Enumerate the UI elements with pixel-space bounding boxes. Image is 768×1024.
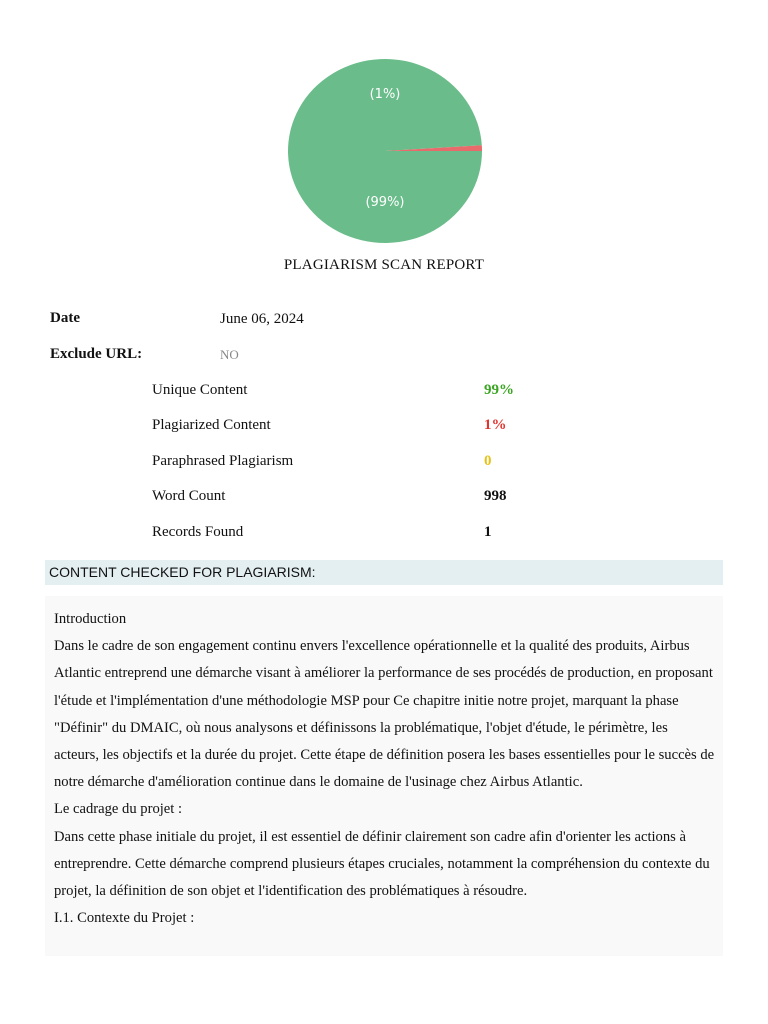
records-found-label: Records Found	[152, 524, 244, 540]
plagiarized-content-value: 1%	[484, 417, 507, 433]
exclude-url-value: NO	[220, 347, 239, 362]
records-found-value: 1	[484, 524, 492, 540]
content-checked-box	[45, 596, 723, 956]
date-value: June 06, 2024	[220, 311, 304, 327]
paraphrased-plagiarism-value: 0	[484, 453, 492, 469]
pie-chart	[287, 58, 483, 244]
content-paragraph: Le cadrage du projet :	[54, 801, 183, 818]
content-paragraph: I.1. Contexte du Projet :	[54, 910, 195, 927]
report-title: PLAGIARISM SCAN REPORT	[283, 257, 485, 273]
word-count-label: Word Count	[152, 488, 226, 504]
pie-label-unique: (99%)	[365, 195, 405, 210]
unique-content-value: 99%	[484, 382, 514, 398]
date-label: Date	[50, 310, 80, 326]
content-checked-header: CONTENT CHECKED FOR PLAGIARISM:	[45, 560, 723, 585]
pie-chart-svg	[287, 58, 483, 244]
pie-label-plagiarized: (1%)	[369, 87, 401, 102]
content-paragraph: Dans le cadre de son engagement continu envers l'excellence opérationnelle et la qualité des produits, Airbus Atlantic entreprend une démarche visant à améliorer la performance de ses procédés de production, en proposant l'étude et l'implémentation d'une méthodologie MSP pour Ce chapitre initie notre projet, marquant la phase "Définir" du DMAIC, où nous analysons et définissons la problématique, l'objet d'étude, le périmètre, les acteurs, les objectifs et la durée du projet. Cette étape de définition posera les bases essentielles pour le succès de notre démarche d'amélioration continue dans le domaine de l'usinage chez Airbus Atlantic.	[54, 638, 715, 791]
content-paragraph: Introduction	[54, 611, 127, 627]
word-count-value: 998	[484, 488, 507, 504]
unique-content-label: Unique Content	[152, 382, 248, 398]
paraphrased-plagiarism-label: Paraphrased Plagiarism	[152, 453, 294, 469]
plagiarized-content-label: Plagiarized Content	[152, 417, 271, 433]
content-paragraph: Dans cette phase initiale du projet, il est essentiel de définir clairement son cadre afin d'orienter les actions à entreprendre. Cette démarche comprend plusieurs étapes cruciales, notamment la compréhension du contexte du projet, la définition de son objet et l'identification des problématiques à résoudre.	[54, 828, 710, 900]
exclude-url-label: Exclude URL:	[50, 346, 143, 362]
